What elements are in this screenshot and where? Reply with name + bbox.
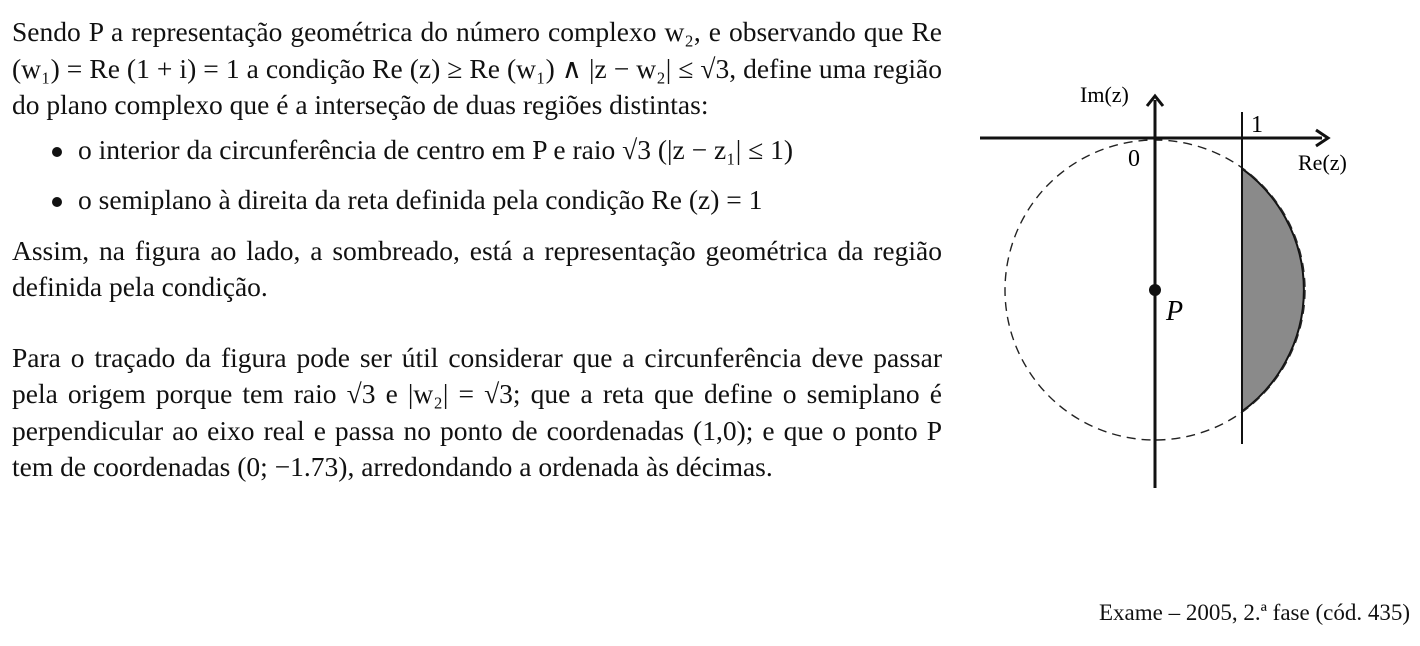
paragraph-intro: Sendo P a representação geométrica do número complexo w₂, e observando que Re (w₁) = Re (1 + i) = 1 a condição Re (z) ≥ Re (w₁) ∧ |z − w₂| ≤ √3, define uma região do plano complexo que é a interseção de duas regiões distintas:: [12, 16, 942, 120]
point-p-label: P: [1166, 296, 1184, 327]
bullet-text-circle: o interior da circunferência de centro em P e raio √3 (|z − z₁| ≤ 1): [78, 133, 794, 165]
exam-source: Exame – 2005, 2.ª fase (cód. 435): [1098, 600, 1410, 625]
bullet-item-halfplane: [12, 182, 942, 219]
paragraph-hint: Para o traçado da figura pode ser útil considerar que a circunferência deve passar pela origem porque tem raio √3 e |w₂| = √3; que a reta que define o semiplano é perpendicular ao eixo real e passa no ponto de coordenadas (1,0); e que o ponto P tem de coordenadas (0; −1.73), arredondando a ordenada às décimas.: [12, 341, 942, 482]
shaded-region: [1242, 169, 1304, 412]
bullet-list: [12, 132, 942, 219]
imaginary-axis-label: Im(z): [1080, 82, 1129, 107]
bullet-dot-icon: [52, 197, 62, 207]
real-axis-label: Re(z): [1298, 150, 1347, 175]
paragraph-conclusion: Assim, na figura ao lado, a sombreado, está a representação geométrica da região definida pela condição.: [12, 234, 942, 302]
complex-plane-svg: [970, 70, 1370, 500]
bullet-text-halfplane: o semiplano à direita da reta definida pela condição Re (z) = 1: [78, 184, 763, 215]
point-p: [1149, 284, 1161, 296]
complex-plane-figure: [970, 70, 1370, 500]
origin-label: 0: [1128, 146, 1140, 172]
line-label: 1: [1251, 112, 1263, 138]
bullet-item-circle: [12, 132, 942, 169]
bullet-dot-icon: [52, 147, 62, 157]
exercise-text: [12, 14, 942, 486]
